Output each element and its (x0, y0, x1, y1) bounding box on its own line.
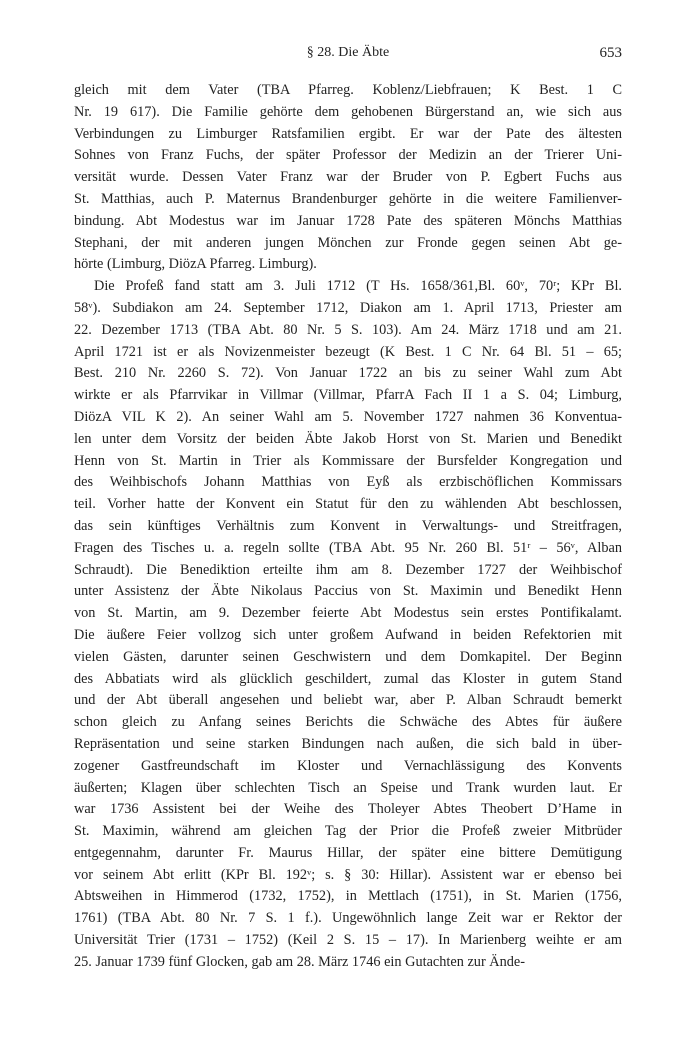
text-line: entgegennahm, darunter Fr. Maurus Hillar, der später eine bittere Demütigung (74, 844, 622, 861)
text-line: Henn von St. Martin in Trier als Kommissare der Bursfelder Kongregation und (74, 452, 622, 469)
text-line: len unter dem Vorsitz der beiden Äbte Jakob Horst von St. Marien und Benedikt (74, 430, 622, 447)
text-line: Stephani, der mit anderen jungen Mönchen zur Fronde gegen seinen Abt ge- (74, 234, 622, 251)
text-line: Sohnes von Franz Fuchs, der später Professor der Medizin an der Trierer Uni- (74, 147, 622, 164)
text-line: Best. 210 Nr. 2260 S. 72). Von Januar 1722 an bis zu seiner Wahl zum Abt (74, 365, 622, 382)
text-line: Die äußere Feier vollzog sich unter großem Aufwand in beiden Refektorien mit (74, 626, 622, 643)
text-line: 58ᵛ). Subdiakon am 24. September 1712, Diakon am 1. April 1713, Priester am (74, 299, 622, 316)
text-line: teil. Vorher hatte der Konvent ein Statut für den zu wählenden Abt beschlossen, (74, 496, 622, 513)
paragraph (74, 276, 622, 974)
section-title: § 28. Die Äbte (306, 45, 390, 60)
text-line: zogener Gastfreundschaft im Kloster und Vernachlässigung des Konvents (74, 757, 622, 774)
text-line: St. Matthias, auch P. Maternus Brandenburger gehörte in die weitere Familienver- (74, 190, 622, 207)
text-line: hörte (Limburg, DiözA Pfarreg. Limburg). (74, 256, 317, 273)
text-line: und der Abt überall angesehen und beliebt war, aber P. Alban Schraudt bemerkt (74, 692, 622, 709)
text-line: Nr. 19 617). Die Familie gehörte dem gehobenen Bürgerstand an, wie sich aus (74, 103, 622, 120)
text-line: gleich mit dem Vater (TBA Pfarreg. Koblenz/Liebfrauen; K Best. 1 C (74, 82, 622, 98)
text-line: versität wurde. Dessen Vater Franz war der Bruder von P. Egbert Fuchs aus (74, 169, 622, 186)
text-line: von St. Martin, am 9. Dezember feierte Abt Modestus sein erstes Pontifikalamt. (74, 605, 622, 622)
paragraph (74, 80, 622, 276)
text-line: Die Profeß fand statt am 3. Juli 1712 (T Hs. 1658/361,Bl. 60ᵛ, 70ʳ; KPr Bl. (94, 278, 622, 295)
running-header (74, 45, 622, 67)
page-number: 653 (599, 45, 622, 61)
text-line: unter Assistenz der Äbte Nikolaus Paccius von St. Maximin und Benedikt Henn (74, 583, 622, 600)
text-line: 25. Januar 1739 fünf Glocken, gab am 28. März 1746 ein Gutachten zur Ände- (74, 953, 526, 970)
text-line: St. Maximin, während am gleichen Tag der Prior die Profeß zweier Mitbrüder (74, 823, 622, 840)
text-line: war 1736 Assistent bei der Weihe des Tholeyer Abtes Theobert D’Hame in (74, 801, 622, 818)
text-line: des Abbatiats wird als glücklich geschildert, zumal das Kloster in gutem Stand (74, 670, 622, 687)
text-line: DiözA VIL K 2). An seiner Wahl am 5. November 1727 nahmen 36 Konventua- (74, 408, 622, 425)
body-text (74, 80, 622, 974)
text-line: vor seinem Abt erlitt (KPr Bl. 192ᵛ; s. § 30: Hillar). Assistent war er ebenso bei (74, 866, 622, 883)
text-line: Repräsentation und seine starken Bindungen nach außen, die sich bald in über- (74, 735, 622, 752)
text-line: 22. Dezember 1713 (TBA Abt. 80 Nr. 5 S. 103). Am 24. März 1718 und am 21. (74, 321, 622, 338)
text-line: wirkte er als Pfarrvikar in Villmar (Villmar, PfarrA Fach II 1 a S. 04; Limburg, (74, 387, 622, 404)
text-line: Universität Trier (1731 – 1752) (Keil 2 S. 15 – 17). In Marienberg weihte er am (74, 932, 622, 949)
text-line: Schraudt). Die Benediktion erteilte ihm am 8. Dezember 1727 der Weihbischof (74, 561, 622, 578)
text-line: schon gleich zu Anfang seines Berichts die Schwäche des Abtes für äußere (74, 714, 622, 731)
text-line: des Weihbischofs Johann Matthias von Eyß als erzbischöflichen Kommissars (74, 474, 622, 491)
text-line: April 1721 ist er als Novizenmeister bezeugt (K Best. 1 C Nr. 64 Bl. 51 – 65; (74, 343, 622, 360)
text-line: Abtsweihen in Himmerod (1732, 1752), in Mettlach (1751), in St. Marien (1756, (74, 888, 622, 905)
text-line: 1761) (TBA Abt. 80 Nr. 7 S. 1 f.). Ungewöhnlich lange Zeit war er Rektor der (74, 910, 622, 927)
text-line: Fragen des Tisches u. a. regeln sollte (TBA Abt. 95 Nr. 260 Bl. 51ʳ – 56ᵛ, Alban (74, 539, 622, 556)
text-line: Verbindungen zu Limburger Ratsfamilien ergibt. Er war der Pate des ältesten (74, 125, 622, 142)
text-line: bindung. Abt Modestus war im Januar 1728 Pate des späteren Mönchs Matthias (74, 212, 622, 229)
text-line: vielen Gästen, darunter seinen Geschwistern und dem Domkapitel. Der Beginn (74, 648, 622, 665)
text-line: äußerten; Klagen über schlechten Tisch an Speise und Trank wurden laut. Er (74, 779, 622, 796)
text-line: das sein künftiges Verhältnis zum Konvent in Verwaltungs- und Streitfragen, (74, 517, 622, 534)
